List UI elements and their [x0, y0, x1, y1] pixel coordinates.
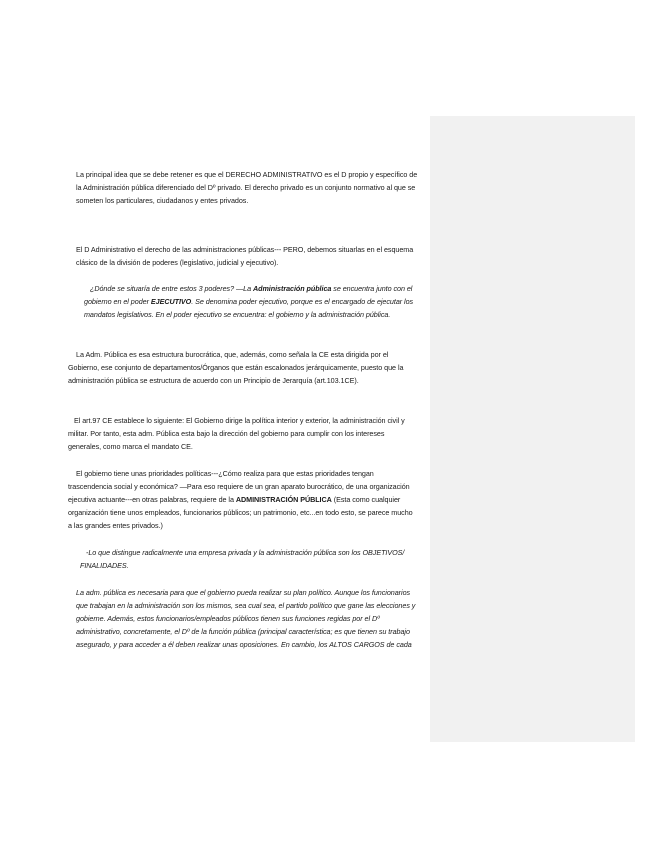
paragraph-2: El D Administrativo el derecho de las administraciones públicas--- PERO, debemos situarlas en el esquema clásico de la división de poderes (legislativo, judicial y ejecutivo).	[76, 245, 414, 267]
comment-pane	[430, 116, 635, 742]
paragraph-4: La Adm. Pública es esa estructura burocrática, que, además, como señala la CE esta dirigida por el Gobierno, ese conjunto de departamentos/Órganos que están escalonados jerárquicamente, puesto que la administración pública se estructura de acuerdo con un Principio de Jerarquía (art.103.1CE).	[68, 350, 404, 385]
paragraph-3	[84, 282, 420, 321]
paragraph-8: La adm. pública es necesaria para que el gobierno pueda realizar su plan político. Aunque los funcionarios que trabajan en la administración son los mismos, sea cual sea, el partido político que gane las elecciones y gobierne. Además, estos funcionarios/empleados públicos tienen sus funciones regidas por el Dº administrativo, concretamente, el Dº de la función pública (principal característica; es que tienen su trabajo asegurado, y para acceder a él deben realizar unas oposiciones. En cambio, los ALTOS CARGOS de cada	[76, 588, 416, 649]
p6-bold: ADMINISTRACIÓN PÚBLICA	[235, 495, 332, 504]
p3-bold-b: EJECUTIVO	[150, 297, 192, 306]
paragraph-7: -Lo que distingue radicalmente una empresa privada y la administración pública son los OBJETIVOS/ FINALIDADES.	[80, 548, 405, 570]
p3-text-e: . Se denomina poder ejecutivo, porque es el encargado de ejecutar los mandatos legislativos. En el poder ejecutivo se encuentra: el gobierno y la administración pública.	[84, 297, 414, 319]
paragraph-6	[68, 467, 418, 532]
p3-bold-a: Administración pública	[252, 284, 332, 293]
paragraph-5: El art.97 CE establece lo siguiente: El Gobierno dirige la política interior y exterior, la administración civil y militar. Por tanto, esta adm. Pública esta bajo la dirección del gobierno para cumplir con los intereses generales, como marca el mandato CE.	[68, 416, 405, 451]
paragraph-1: La principal idea que se debe retener es que el DERECHO ADMINISTRATIVO es el D propio y específico de la Administración pública diferenciado del Dº privado. El derecho privado es un conjunto normativo al que se someten los particulares, ciudadanos y entes privados.	[76, 170, 418, 205]
p3-text-a: ¿Dónde se situaría de entre estos 3 poderes? —La	[90, 284, 253, 293]
p6-text-a: El gobierno tiene unas prioridades políticas---¿Cómo realiza para que estas prioridades tengan trascendencia social y económica? —Para eso requiere de un gran aparato burocrático, de una organización ejecutiva actuante---en otras palabras, requiere de la	[68, 469, 410, 504]
p3-text-c: se encuentra junto con el gobierno en el poder	[84, 284, 413, 306]
p6-text-c: (Esta como cualquier organización tiene unos empleados, funcionarios públicos; un patrimonio, etc...en todo esto, se parece mucho a las grandes entes privados.)	[68, 495, 413, 530]
